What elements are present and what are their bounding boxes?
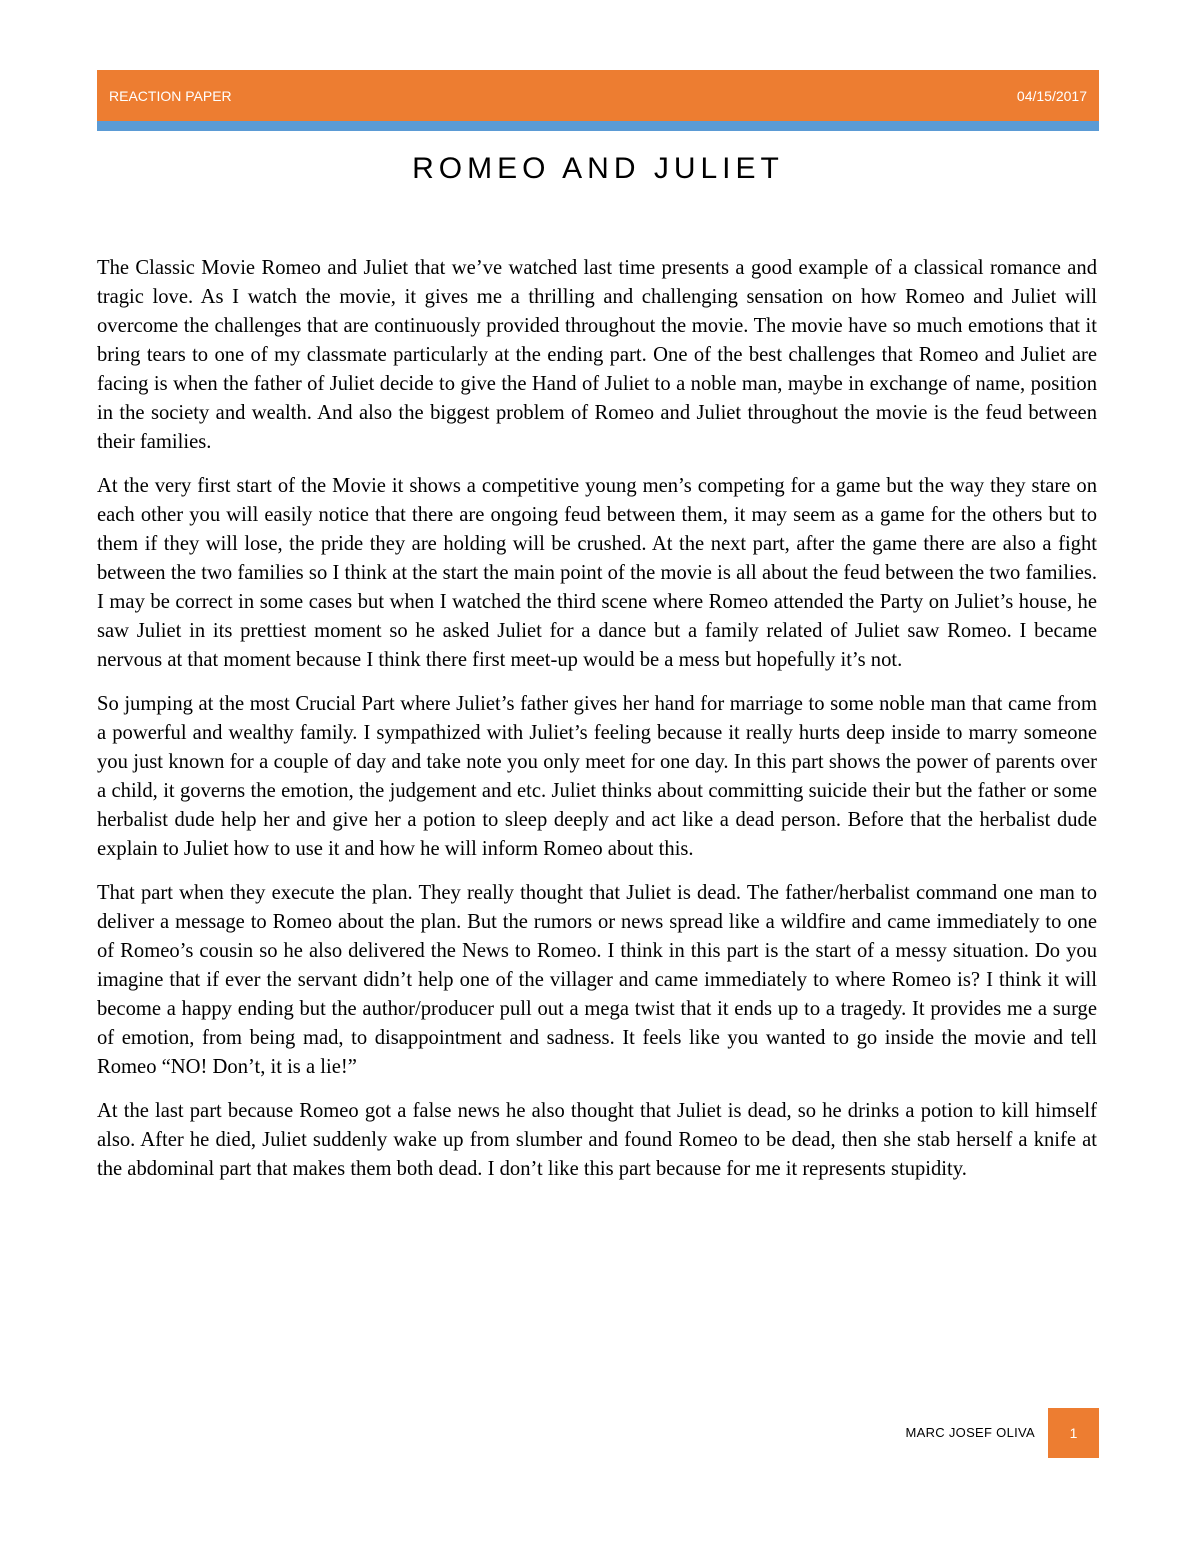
header-date: 04/15/2017 [1016, 87, 1087, 104]
document-title: ROMEO AND JULIET [412, 152, 784, 185]
footer [97, 1408, 1099, 1458]
paragraph-5: At the last part because Romeo got a false news he also thought that Juliet is dead, so he drinks a potion to kill himself also. After he died, Juliet suddenly wake up from slumber and found Romeo to be dead, then she stab herself a knife at the abdominal part that makes them both dead. I don’t like this part because for me it represents stupidity. [97, 1100, 1097, 1180]
paragraph-2: At the very first start of the Movie it shows a competitive young men’s competing for a game but the way they stare on each other you will easily notice that there are ongoing feud between them, it may seem as a game for the others but to them if they will lose, the pride they are holding will be crushed. At the next part, after the game there are also a fight between the two families so I think at the start the main point of the movie is all about the feud between the two families. I may be correct in some cases but when I watched the third scene where Romeo attended the Party on Juliet’s house, he saw Juliet in its prettiest moment so he asked Juliet for a dance but a family related of Juliet saw Romeo. I became nervous at that moment because I think there first meet-up would be a mess but hopefully it’s not. [97, 475, 1097, 671]
paragraph-4: That part when they execute the plan. They really thought that Juliet is dead. The father/herbalist command one man to deliver a message to Romeo about the plan. But the rumors or news spread like a wildfire and came immediately to one of Romeo’s cousin so he also delivered the News to Romeo. I think in this part is the start of a messy situation. Do you imagine that if ever the servant didn’t help one of the villager and came immediately to where Romeo is? I think it will become a happy ending but the author/producer pull out a mega twist that it ends up to a tragedy. It provides me a surge of emotion, from being mad, to disappointment and sadness. It feels like you wanted to go inside the movie and tell Romeo “NO! Don’t, it is a lie!” [97, 882, 1097, 1078]
footer-author: MARC JOSEF OLIVA [905, 1425, 1035, 1440]
header-bar [97, 70, 1099, 121]
document-body [97, 254, 1097, 1199]
header-rule [97, 121, 1099, 131]
paragraph-1: The Classic Movie Romeo and Juliet that we’ve watched last time presents a good example of a classical romance and tragic love. As I watch the movie, it gives me a thrilling and challenging sensation on how Romeo and Juliet will overcome the challenges that are continuously provided throughout the movie. The movie have so much emotions that it bring tears to one of my classmate particularly at the ending part. One of the best challenges that Romeo and Juliet are facing is when the father of Juliet decide to give the Hand of Juliet to a noble man, maybe in exchange of name, position in the society and wealth. And also the biggest problem of Romeo and Juliet throughout the movie is the feud between their families. [97, 257, 1097, 453]
paragraph-3: So jumping at the most Crucial Part where Juliet’s father gives her hand for marriage to some noble man that came from a powerful and wealthy family. I sympathized with Juliet’s feeling because it really hurts deep inside to marry someone you just known for a couple of day and take note you only meet for one day. In this part shows the power of parents over a child, it governs the emotion, the judgement and etc. Juliet thinks about committing suicide their but the father or some herbalist dude help her and give her a potion to sleep deeply and act like a dead person. Before that the herbalist dude explain to Juliet how to use it and how he will inform Romeo about this. [97, 693, 1097, 860]
page-number: 1 [1048, 1408, 1099, 1458]
header-label: REACTION PAPER [109, 87, 232, 104]
